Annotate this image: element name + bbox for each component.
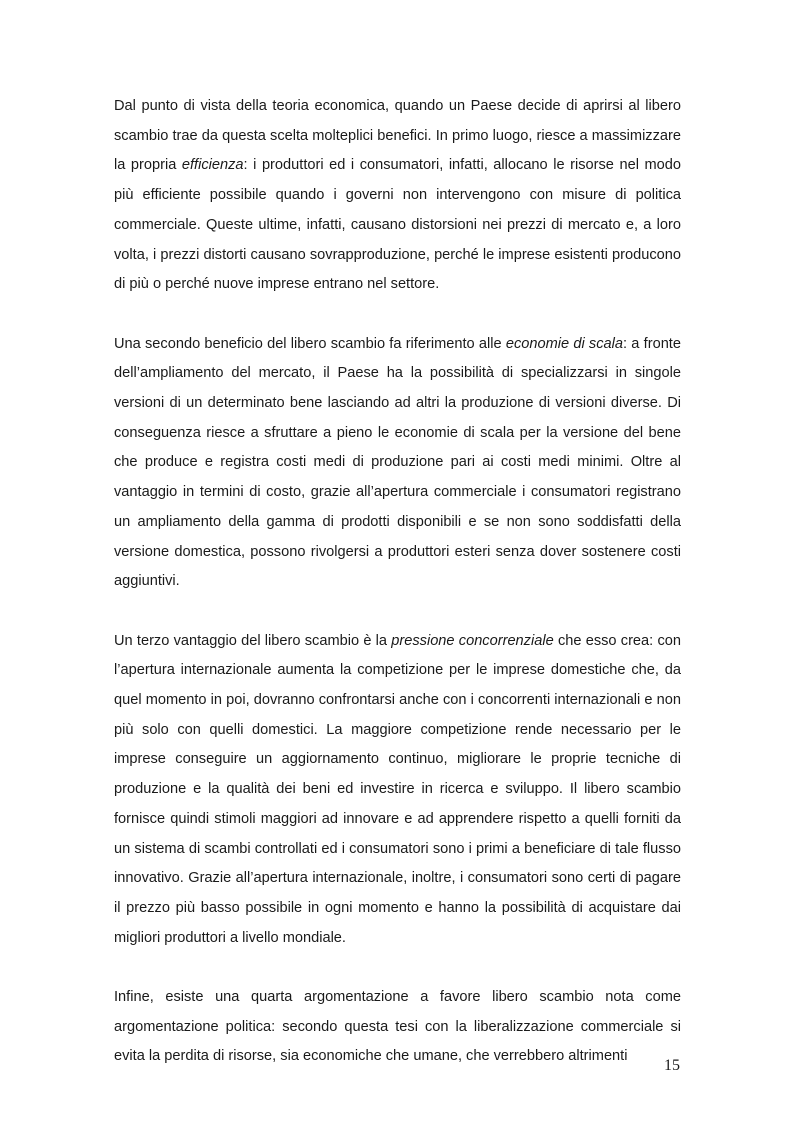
paragraph-text: Un terzo vantaggio del libero scambio è la xyxy=(114,632,392,649)
paragraph-argomentazione-politica xyxy=(114,983,681,1072)
paragraph-economie-di-scala xyxy=(114,330,681,597)
body-text xyxy=(114,92,681,1102)
paragraph-emphasis: economie di scala xyxy=(505,335,624,352)
paragraph-pressione-concorrenziale xyxy=(114,627,681,954)
paragraph-text: : a fronte dell’ampliamento del mercato, il Paese ha la possibilità di specializzarsi in singole versioni di un determinato bene lasciando ad altri la produzione di versioni diverse. Di conseguenza riesce a sfruttare a pieno le economie di scala per la versione del bene che produce e registra costi medi di produzione pari ai costi medi minimi. Oltre al vantaggio in termini di costo, grazie all’apertura commerciale i consumatori registrano un ampliamento della gamma di prodotti disponibili e se non sono soddisfatti della versione domestica, possono rivolgersi a produttori esteri senza dover sostenere costi aggiuntivi. xyxy=(114,335,681,590)
paragraph-text: che esso crea: con l’apertura internazionale aumenta la competizione per le imprese domestiche che, da quel momento in poi, dovranno confrontarsi anche con i concorrenti internazionali e non più solo con quelli domestici. La maggiore competizione rende necessario per le imprese conseguire un aggiornamento continuo, migliorare le proprie tecniche di produzione e la qualità dei beni ed investire in ricerca e sviluppo. Il libero scambio fornisce quindi stimoli maggiori ad innovare e ad apprendere rispetto a quelli forniti da un sistema di scambi controllati ed i consumatori sono i primi a beneficiare di tale flusso innovativo. Grazie all’apertura internazionale, inoltre, i consumatori sono certi di pagare il prezzo più basso possibile in ogni momento e hanno la possibilità di acquistare dai migliori produttori a livello mondiale. xyxy=(114,632,681,946)
paragraph-text: : i produttori ed i consumatori, infatti, allocano le risorse nel modo più efficiente possibile quando i governi non intervengono con misure di politica commerciale. Queste ultime, infatti, causano distorsioni nei prezzi di mercato e, a loro volta, i prezzi distorti causano sovrapproduzione, perché le imprese esistenti producono di più o perché nuove imprese entrano nel settore. xyxy=(114,157,681,293)
paragraph-efficienza xyxy=(114,92,681,300)
paragraph-text: Infine, esiste una quarta argomentazione a favore libero scambio nota come argomentazione politica: secondo questa tesi con la liberalizzazione commerciale si evita la perdita di risorse, sia economiche che umane, che verrebbero altrimenti xyxy=(114,989,681,1065)
paragraph-text: Una secondo beneficio del libero scambio fa riferimento alle xyxy=(114,335,506,352)
paragraph-emphasis: efficienza xyxy=(181,157,244,174)
paragraph-emphasis: pressione concorrenziale xyxy=(391,632,554,649)
page-number: 15 xyxy=(664,1057,680,1074)
paragraph-text: Dal punto di vista della teoria economica, quando un Paese decide di aprirsi al libero scambio trae da questa scelta molteplici benefici. In primo luogo, riesce a massimizzare la propria xyxy=(114,98,681,174)
